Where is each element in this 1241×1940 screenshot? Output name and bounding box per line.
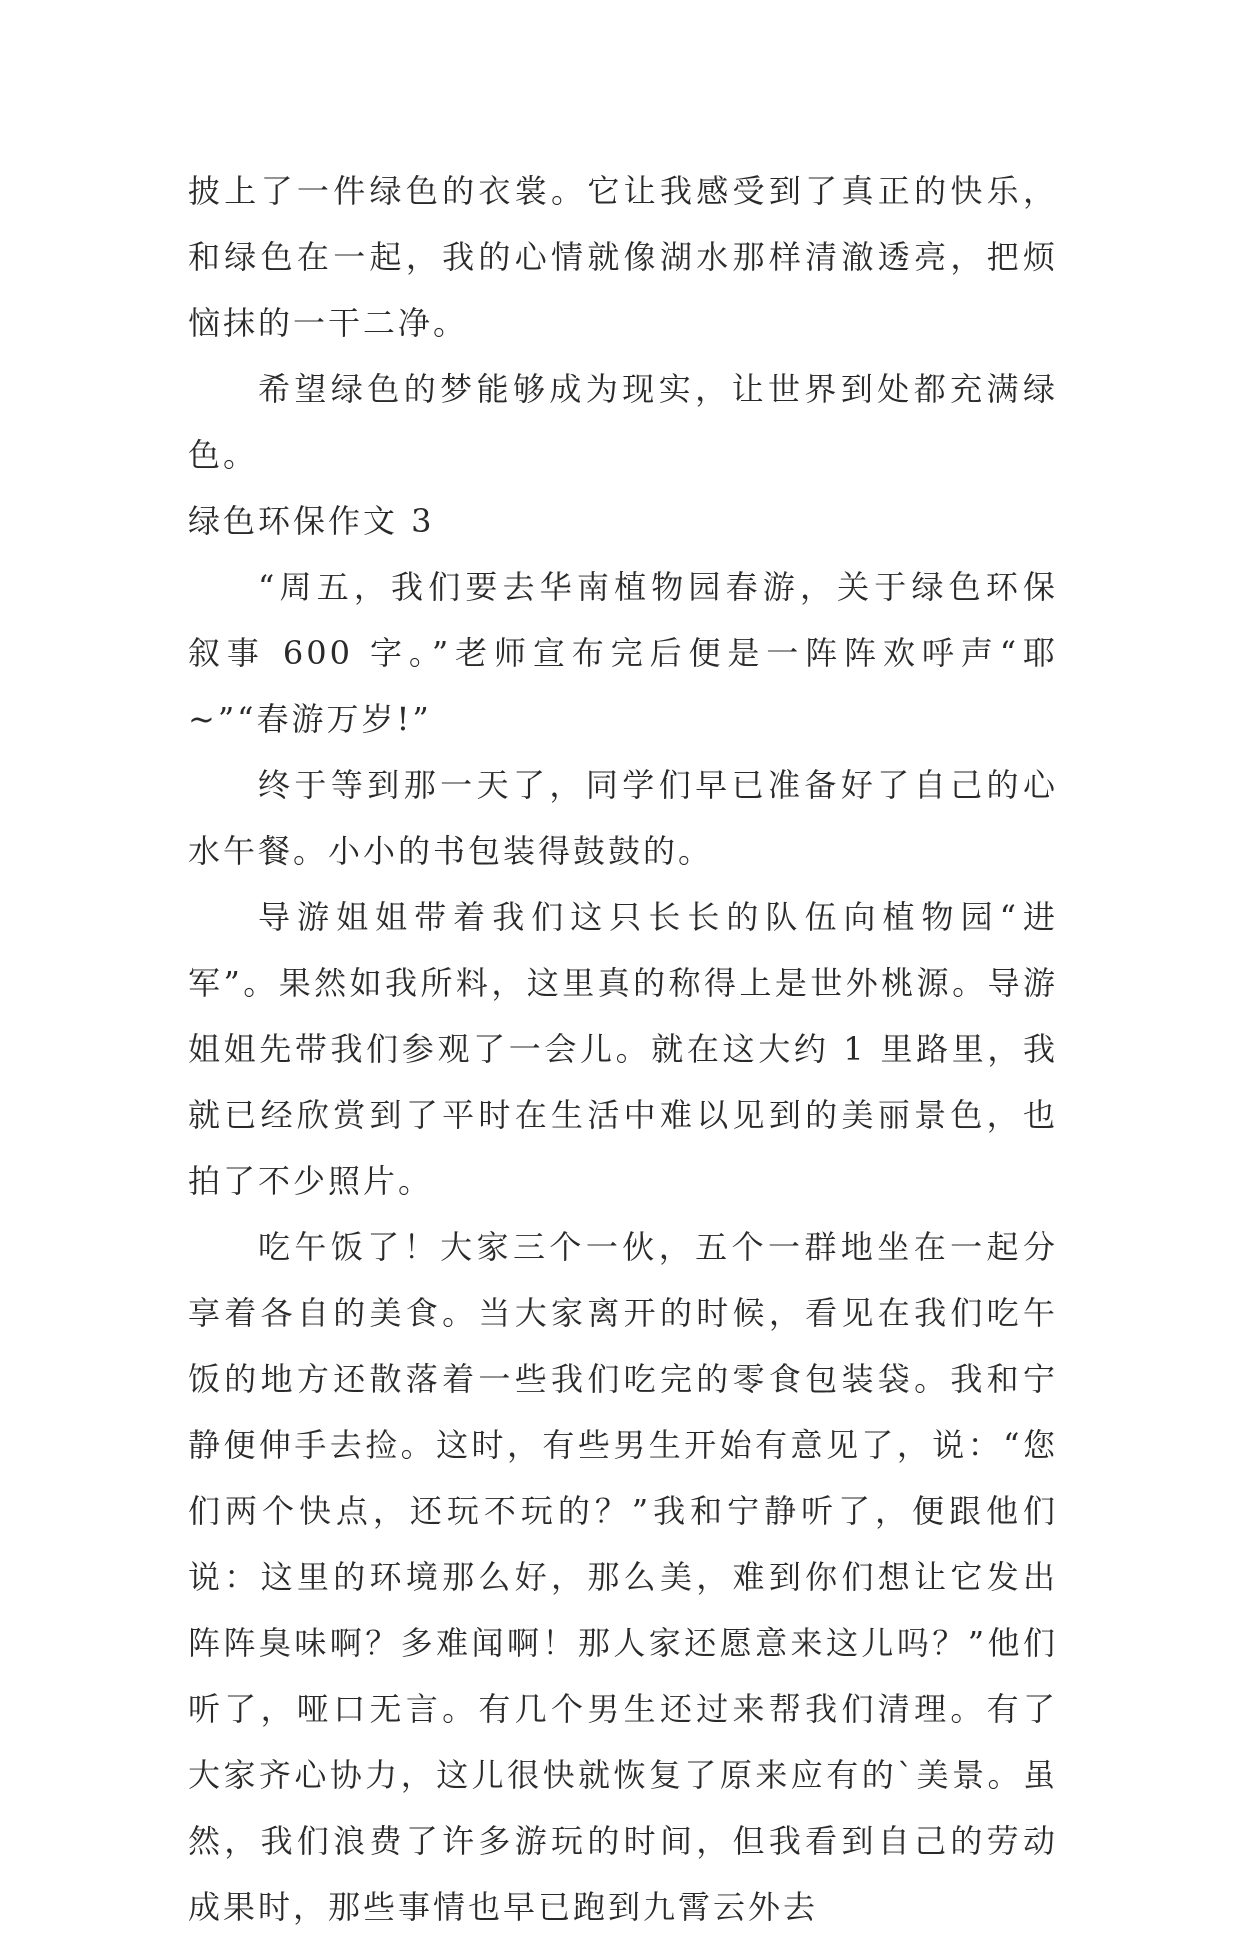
section-heading: 绿色环保作文 3 [188, 502, 435, 540]
paragraph: 吃午饭了！大家三个一伙，五个一群地坐在一起分享着各自的美食。当大家离开的时候，看见在我们吃午饭的地方还散落着一些我们吃完的零食包装袋。我和宁静便伸手去捡。这时，有些男生开始有意见了，说：“您们两个快点，还玩不玩的？”我和宁静听了，便跟他们说：这里的环境那么好，那么美，难到你们想让它发出阵阵臭味啊？多难闻啊！那人家还愿意来这儿吗？”他们听了，哑口无言。有几个男生还过来帮我们清理。有了大家齐心协力，这儿很快就恢复了原来应有的`美景。虽然，我们浪费了许多游玩的时间，但我看到自己的劳动成果时，那些事情也早已跑到九霄云外去 [188, 1228, 1058, 1926]
document-body [188, 158, 1058, 1940]
paragraph: 终于等到那一天了，同学们早已准备好了自己的心水午餐。小小的书包装得鼓鼓的。 [188, 766, 1058, 870]
paragraph: 希望绿色的梦能够成为现实，让世界到处都充满绿色。 [188, 370, 1058, 474]
paragraph: 导游姐姐带着我们这只长长的队伍向植物园“进军”。果然如我所料，这里真的称得上是世外桃源。导游姐姐先带我们参观了一会儿。就在这大约 1 里路里，我就已经欣赏到了平时在生活中难以见到的美丽景色，也拍了不少照片。 [188, 898, 1058, 1200]
paragraph: 披上了一件绿色的衣裳。它让我感受到了真正的快乐，和绿色在一起，我的心情就像湖水那样清澈透亮，把烦恼抹的一干二净。 [188, 172, 1058, 342]
paragraph: “周五，我们要去华南植物园春游，关于绿色环保 叙事 600 字。”老师宣布完后便是一阵阵欢呼声“耶~”“春游万岁!” [188, 568, 1058, 738]
